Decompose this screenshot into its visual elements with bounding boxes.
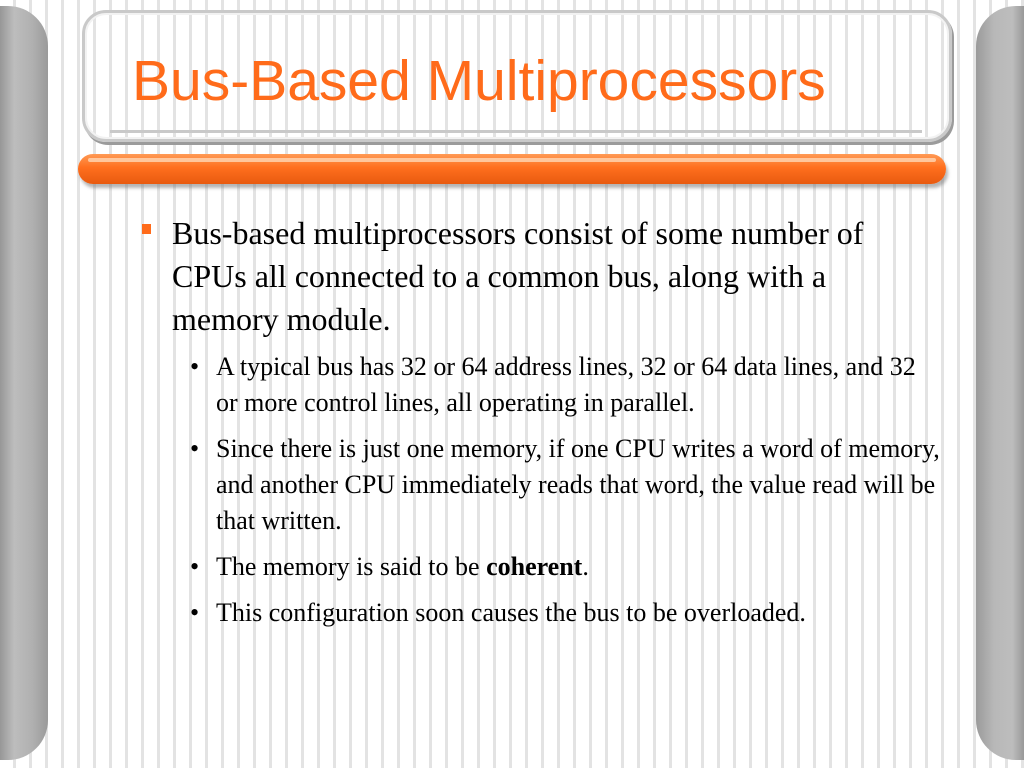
sub-bullet-text: A typical bus has 32 or 64 address lines, 32 or 64 data lines, and 32 or more control lines, all operating in parallel.	[216, 352, 916, 417]
sub-bullet	[140, 349, 940, 421]
orange-divider-bar	[78, 154, 946, 184]
sub-bullet	[140, 549, 940, 585]
title-frame-underline	[110, 130, 922, 133]
round-bullet-icon: •	[190, 552, 200, 581]
sub-bullet-list	[140, 349, 940, 631]
main-bullet	[140, 212, 940, 341]
slide-title: Bus-Based Multiprocessors	[132, 49, 826, 113]
slide-content	[140, 212, 940, 641]
sub-bullet-text: Since there is just one memory, if one CPU writes a word of memory, and another CPU immediately reads that word, the value read will be that written.	[216, 434, 940, 535]
sub-bullet	[140, 595, 940, 631]
sub-bullet-text: This configuration soon causes the bus to be overloaded.	[216, 598, 806, 627]
coherent-term: coherent	[486, 552, 583, 581]
round-bullet-icon: •	[190, 598, 200, 627]
sub-bullet-text-before: The memory is said to be	[216, 552, 487, 581]
right-decorative-bar	[976, 6, 1024, 760]
sub-bullet-text-after: .	[582, 552, 589, 581]
square-bullet-icon	[142, 224, 151, 234]
round-bullet-icon: •	[190, 352, 200, 381]
orange-bar-highlight	[88, 158, 936, 162]
sub-bullet	[140, 431, 940, 539]
main-bullet-text: Bus-based multiprocessors consist of some number of CPUs all connected to a common bus, along with a memory module.	[172, 215, 864, 337]
left-decorative-bar	[0, 6, 48, 760]
round-bullet-icon: •	[190, 434, 200, 463]
